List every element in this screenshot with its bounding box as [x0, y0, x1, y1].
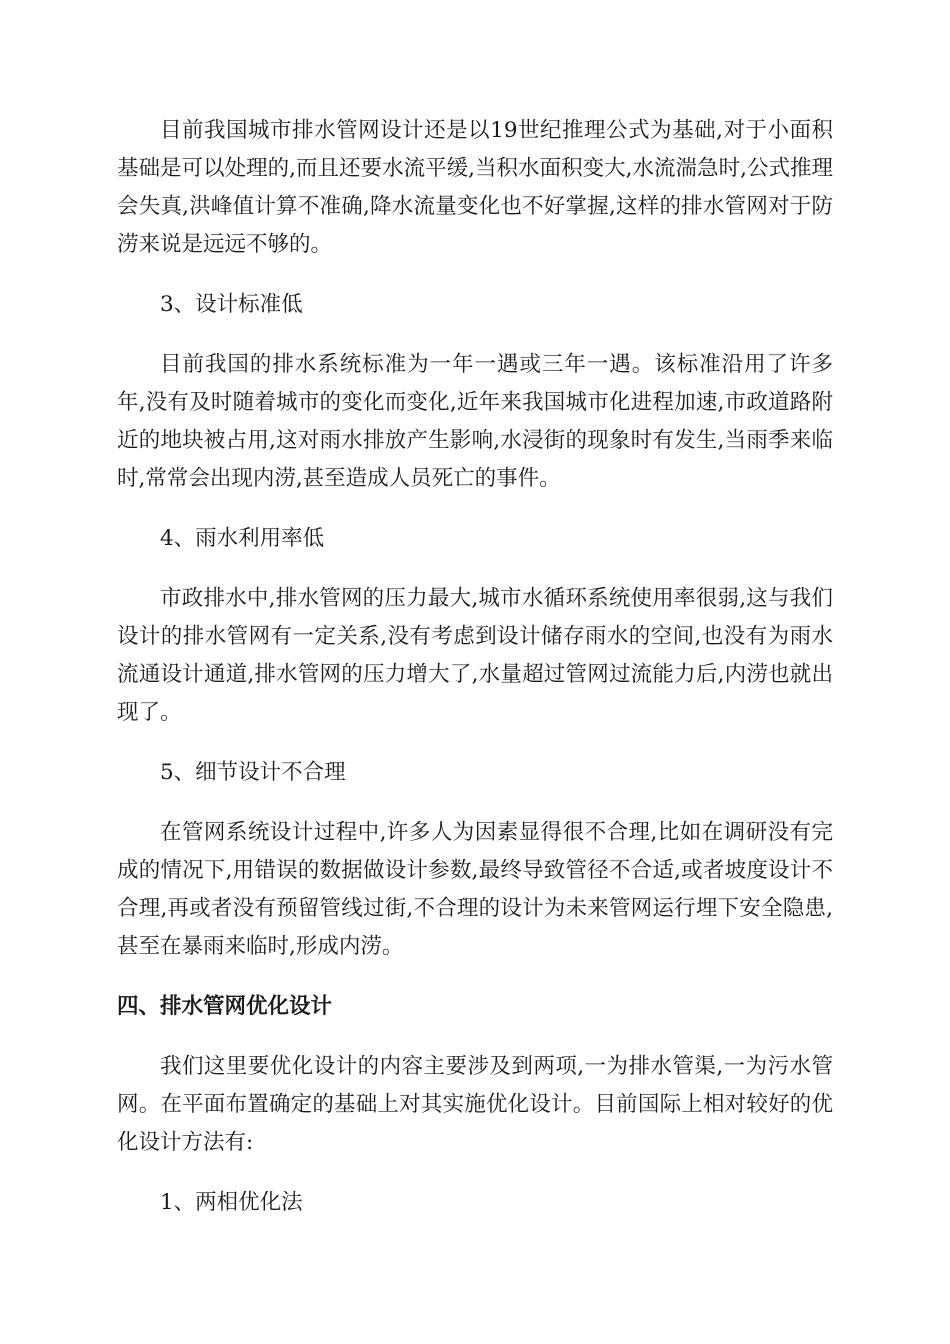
- paragraph-drainage-standard: 目前我国的排水系统标准为一年一遇或三年一遇。该标准沿用了许多年,没有及时随着城市的变化而变化,近年来我国城市化进程加速,市政道路附近的地块被占用,这对雨水排放产生影响,水浸街的现象时有发生,当雨季来临时,常常会出现内涝,甚至造成人员死亡的事件。: [117, 352, 833, 491]
- subheading-low-design-standard: 3、设计标准低: [160, 292, 303, 317]
- paragraph-detail-design: 在管网系统设计过程中,许多人为因素显得很不合理,比如在调研没有完成的情况下,用错误的数据做设计参数,最终导致管径不合适,或者坡度设计不合理,再或者没有预留管线过街,不合理的设计为未来管网运行埋下安全隐患,甚至在暴雨来临时,形成内涝。: [117, 820, 833, 959]
- paragraph-rainwater-utilization: 市政排水中,排水管网的压力最大,城市水循环系统使用率很弱,这与我们设计的排水管网有一定关系,没有考虑到设计储存雨水的空间,也没有为雨水流通设计通道,排水管网的压力增大了,水量超过管网过流能力后,内涝也就出现了。: [117, 586, 833, 725]
- subheading-two-phase-optimization: 1、两相优化法: [160, 1190, 303, 1215]
- paragraph-drainage-formula: 目前我国城市排水管网设计还是以19世纪推理公式为基础,对于小面积基础是可以处理的,而且还要水流平缓,当积水面积变大,水流湍急时,公式推理会失真,洪峰值计算不准确,降水流量变化也不好掌握,这样的排水管网对于防涝来说是远远不够的。: [117, 118, 833, 257]
- section-heading-optimization: 四、排水管网优化设计: [117, 994, 333, 1019]
- paragraph-optimization-intro: 我们这里要优化设计的内容主要涉及到两项,一为排水管渠,一为污水管网。在平面布置确定的基础上对其实施优化设计。目前国际上相对较好的优化设计方法有:: [117, 1054, 833, 1155]
- document-page: [117, 112, 833, 1222]
- subheading-unreasonable-details: 5、细节设计不合理: [160, 760, 346, 785]
- subheading-low-rainwater-utilization: 4、雨水利用率低: [160, 526, 325, 551]
